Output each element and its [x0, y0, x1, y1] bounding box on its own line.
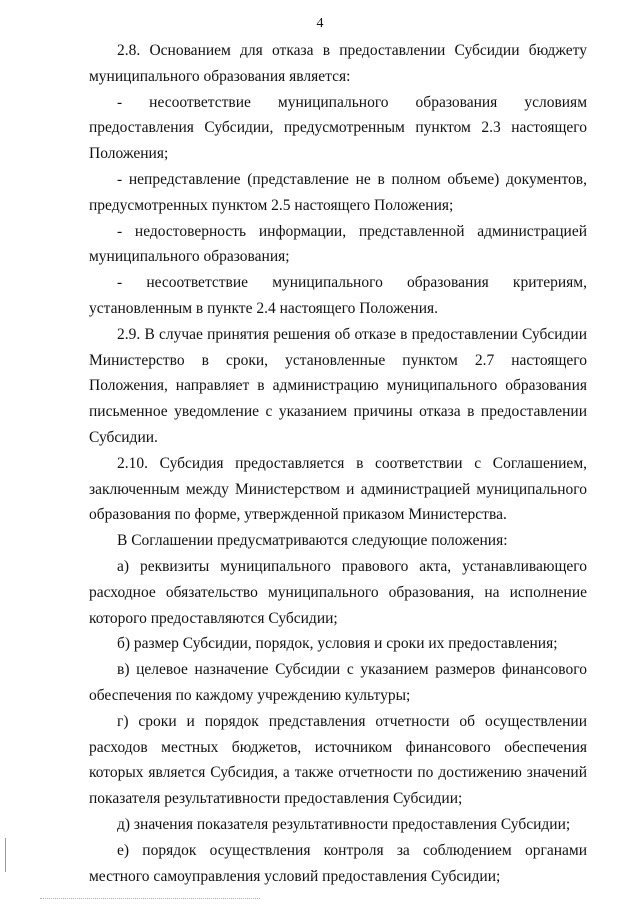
list-item-nonconformity-criteria: - несоответствие муниципального образования критериям, установленным в пункте 2.4 настоящего Положения. — [89, 274, 587, 317]
list-item-documents-missing: - непредставление (представление не в полном объеме) документов, предусмотренных пунктом 2.5 настоящего Положения; — [89, 170, 587, 214]
paragraph-2-9: 2.9. В случае принятия решения об отказе в предоставлении Субсидии Министерство в сроки, установленные пунктом 2.7 настоящего Положения, направляет в администрацию муниципального образования письменное уведомление с указанием причины отказа в предоставлении Субсидии. — [89, 325, 587, 446]
paragraph-2-8: 2.8. Основанием для отказа в предоставлении Субсидии бюджету муниципального образования является: — [89, 42, 587, 85]
list-item-v: в) целевое назначение Субсидии с указанием размеров финансового обеспечения по каждому учреждению культуры; — [89, 661, 587, 704]
paragraph-2-10: 2.10. Субсидия предоставляется в соответствии с Соглашением, заключенным между Министерством и администрацией муниципального образования по форме, утвержденной приказом Министерства. — [89, 454, 587, 524]
list-item-e: е) порядок осуществления контроля за соблюдением органами местного самоуправления условий предоставления Субсидии; — [89, 841, 587, 885]
scan-bottom-mark — [40, 898, 260, 899]
scan-edge-mark — [5, 838, 6, 872]
page-number: 4 — [316, 16, 324, 31]
list-item-b: б) размер Субсидии, порядок, условия и сроки их предоставления; — [117, 635, 558, 653]
list-item-g: г) сроки и порядок представления отчетности об осуществлении расходов местных бюджетов, источником финансового обеспечения которых является Субсидия, а также отчетности по достижению значений показателя результативности предоставления Субсидии; — [89, 712, 587, 808]
list-item-unreliable-info: - недостоверность информации, представленной администрацией муниципального образования; — [89, 222, 587, 266]
list-item-d: д) значения показателя результативности предоставления Субсидии; — [117, 815, 571, 833]
document-body — [89, 38, 587, 889]
list-item-nonconformity-conditions: - несоответствие муниципального образования условиям предоставления Субсидии, предусмотренным пунктом 2.3 настоящего Положения; — [89, 93, 587, 163]
agreement-intro: В Соглашении предусматриваются следующие положения: — [117, 532, 508, 550]
list-item-a: а) реквизиты муниципального правового акта, устанавливающего расходное обязательство муниципального образования, на исполнение которого предоставляются Субсидии; — [89, 557, 587, 627]
